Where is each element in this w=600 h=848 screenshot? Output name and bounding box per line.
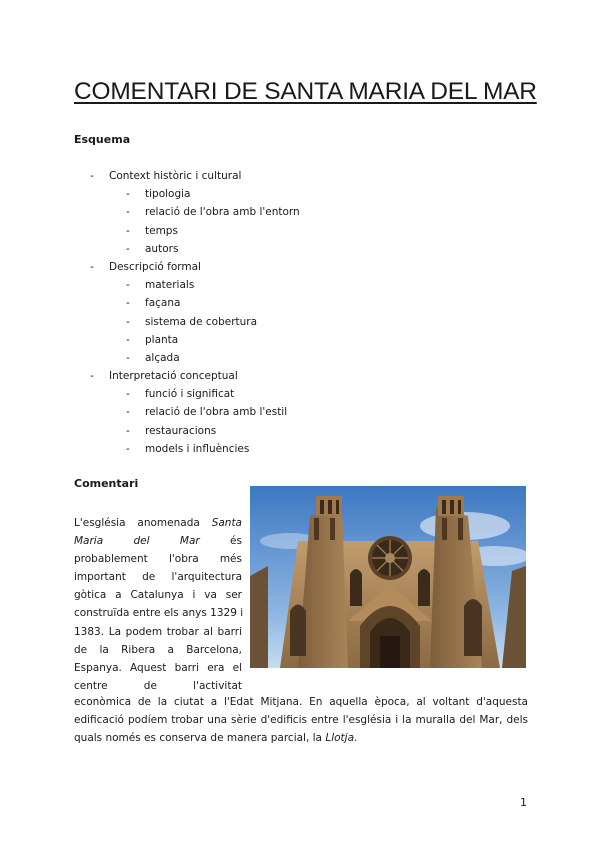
text-line	[74, 514, 242, 532]
text-line	[74, 532, 242, 550]
outline-label: façana	[145, 297, 181, 310]
outline-item	[90, 240, 510, 258]
outline-label: temps	[145, 224, 178, 237]
comment-paragraph-column	[74, 514, 242, 695]
outline-item	[90, 349, 510, 367]
list-dash: -	[126, 315, 130, 328]
text-run: L'església anomenada	[74, 517, 212, 529]
text-run: de la Ribera a Barcelona,	[74, 643, 242, 656]
text-run: centre de l'activitat	[74, 679, 242, 692]
text-line	[74, 586, 242, 604]
text-run: probablement l'obra més	[74, 553, 242, 566]
page-number: 1	[520, 796, 527, 809]
list-dash: -	[126, 406, 130, 419]
outline-section	[90, 258, 510, 276]
text-run: és	[199, 535, 242, 548]
outline-item	[90, 331, 510, 349]
list-dash: -	[126, 388, 130, 401]
comment-paragraph-full	[74, 693, 528, 747]
outline-label: relació de l'obra amb l'entorn	[145, 206, 300, 219]
text-run: quals només es conserva de manera parcial, la	[74, 732, 326, 745]
list-dash: -	[126, 297, 130, 310]
list-dash: -	[126, 188, 130, 201]
outline-label: relació de l'obra amb l'estil	[145, 406, 288, 419]
text-line	[74, 693, 528, 711]
outline-label: Context històric i cultural	[109, 170, 242, 182]
text-line	[74, 641, 242, 659]
outline-item	[90, 440, 510, 458]
text-run: Espanya. Aquest barri era el	[74, 661, 242, 674]
list-dash: -	[126, 279, 130, 292]
text-run: .	[354, 732, 358, 745]
text-run: econòmica de la ciutat a l'Edat Mitjana. En aquella època, al voltant d'aquesta	[74, 696, 528, 708]
text-line	[74, 623, 242, 641]
comment-heading: Comentari	[74, 477, 139, 490]
outline-item	[90, 185, 510, 203]
list-dash: -	[90, 260, 94, 273]
outline-list	[90, 167, 510, 458]
outline-label: materials	[145, 279, 195, 292]
text-line	[74, 729, 528, 747]
text-run: important de l'arquitectura	[74, 571, 242, 584]
list-dash: -	[126, 206, 130, 219]
list-dash: -	[126, 242, 130, 255]
outline-label: Interpretació conceptual	[109, 370, 238, 383]
text-run: 1383. La podem trobar al barri	[74, 625, 242, 638]
outline-section	[90, 167, 510, 185]
list-dash: -	[90, 370, 94, 383]
text-run: construïda entre els anys 1329 i	[74, 607, 244, 620]
italic-text: Santa	[211, 517, 242, 529]
outline-item	[90, 203, 510, 221]
outline-item	[90, 385, 510, 403]
italic-text: Llotja	[325, 732, 355, 745]
outline-label: alçada	[145, 351, 180, 364]
outline-item	[90, 403, 510, 421]
page-title: COMENTARI DE SANTA MARIA DEL MAR	[74, 78, 537, 105]
outline-label: models i influències	[145, 442, 250, 455]
outline-label: Descripció formal	[109, 260, 201, 273]
text-line	[74, 659, 242, 677]
outline-item	[90, 276, 510, 294]
list-dash: -	[126, 424, 130, 437]
outline-label: tipologia	[145, 188, 191, 201]
text-line	[74, 604, 242, 622]
outline-section	[90, 367, 510, 385]
outline-label: funció i significat	[145, 388, 235, 401]
text-line	[74, 711, 528, 729]
outline-label: restauracions	[145, 424, 217, 437]
church-photo	[250, 486, 526, 668]
list-dash: -	[126, 442, 130, 455]
list-dash: -	[126, 333, 130, 346]
outline-label: autors	[145, 242, 179, 255]
outline-item	[90, 222, 510, 240]
text-line	[74, 568, 242, 586]
text-line	[74, 550, 242, 568]
text-run: edificació podíem trobar una sèrie d'edificis entre l'església i la muralla del Mar, dels	[74, 714, 528, 727]
outline-item	[90, 313, 510, 331]
outline-heading: Esquema	[74, 133, 131, 146]
text-run: gòtica a Catalunya i va ser	[74, 589, 242, 602]
italic-text: Maria del Mar	[74, 535, 200, 548]
outline-item	[90, 294, 510, 312]
list-dash: -	[126, 351, 130, 364]
outline-label: planta	[145, 333, 179, 346]
outline-label: sistema de cobertura	[145, 315, 258, 328]
outline-item	[90, 422, 510, 440]
list-dash: -	[126, 224, 130, 237]
list-dash: -	[90, 170, 94, 182]
